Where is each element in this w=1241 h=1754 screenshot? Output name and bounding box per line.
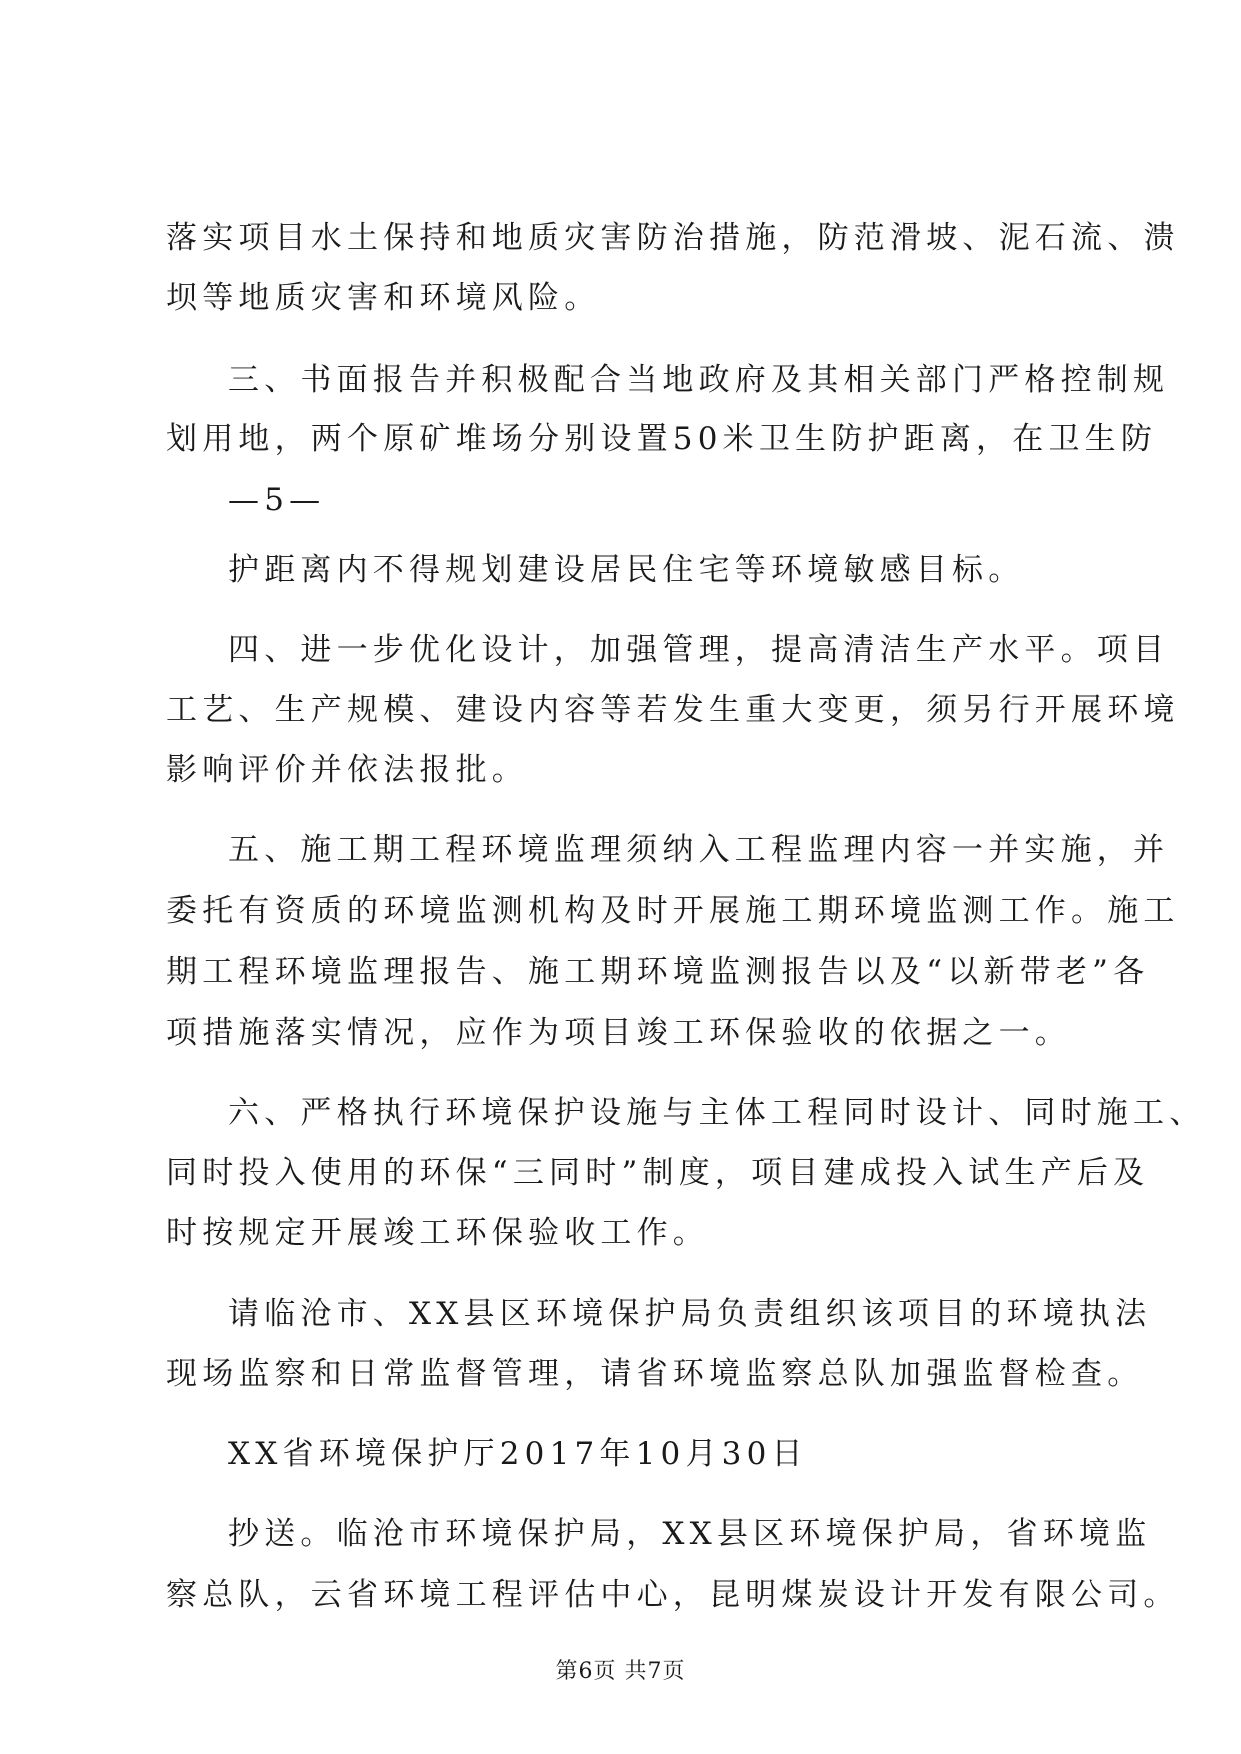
text-line: 三、书面报告并积极配合当地政府及其相关部门严格控制规 [228,362,1170,398]
text-line: 划用地，两个原矿堆场分别设置50米卫生防护距离，在卫生防 [166,421,1158,457]
text-line: 影响评价并依法报批。 [166,752,528,788]
text-line: 抄送。临沧市环境保护局，XX县区环境保护局，省环境监 [228,1516,1152,1552]
text-line: 六、严格执行环境保护设施与主体工程同时设计、同时施工、 [228,1095,1206,1131]
text-line: 时按规定开展竣工环保验收工作。 [166,1215,709,1251]
text-line: 护距离内不得规划建设居民住宅等环境敏感目标。 [228,552,1025,588]
text-line: 工艺、生产规模、建设内容等若发生重大变更，须另行开展环境 [166,692,1180,728]
text-line: 四、进一步优化设计，加强管理，提高清洁生产水平。项目 [228,632,1170,668]
text-line: 同时投入使用的环保“三同时”制度，项目建成投入试生产后及 [166,1155,1150,1191]
text-line: 现场监察和日常监督管理，请省环境监察总队加强监督检查。 [166,1356,1144,1392]
signature-date-line: XX省环境保护厅2017年10月30日 [228,1436,808,1472]
text-line: 项措施落实情况，应作为项目竣工环保验收的依据之一。 [166,1015,1071,1051]
text-line: 察总队，云省环境工程评估中心，昆明煤炭设计开发有限公司。 [166,1577,1180,1613]
text-line: 委托有资质的环境监测机构及时开展施工期环境监测工作。施工 [166,893,1180,929]
text-line: 落实项目水土保持和地质灾害防治措施，防范滑坡、泥石流、溃 [166,220,1180,256]
page-number-footer: 第6页 共7页 [555,1659,686,1684]
text-line: 五、施工期工程环境监理须纳入工程监理内容一并实施，并 [228,832,1170,868]
text-line: 请临沧市、XX县区环境保护局负责组织该项目的环境执法 [228,1296,1152,1332]
text-line: 坝等地质灾害和环境风险。 [166,280,601,316]
page-marker: —5— [228,482,326,518]
text-line: 期工程环境监理报告、施工期环境监测报告以及“以新带老”各 [166,954,1150,990]
